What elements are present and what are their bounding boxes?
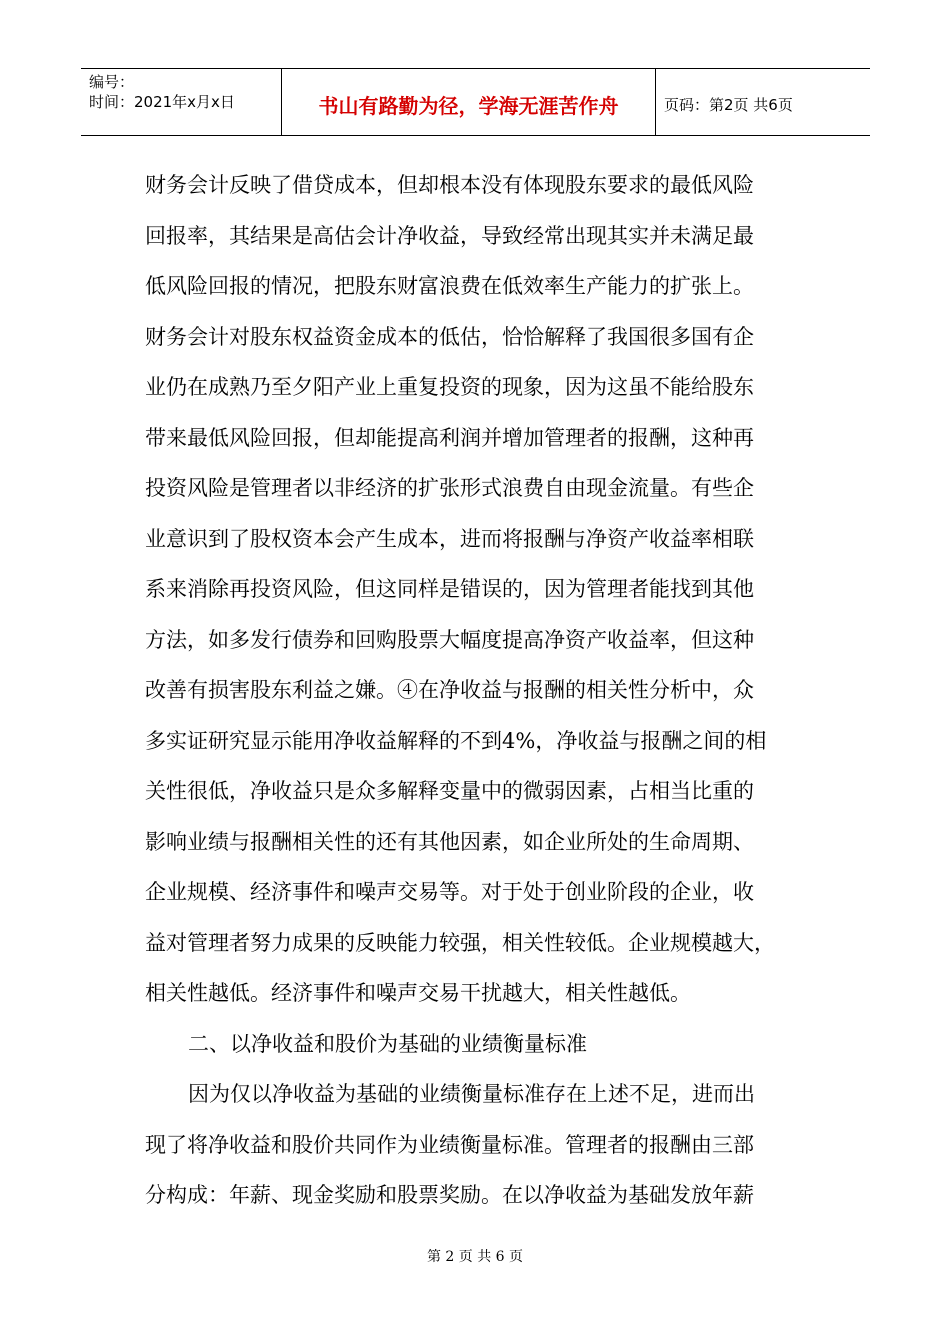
- body-line: 因为仅以净收益为基础的业绩衡量标准存在上述不足，进而出: [188, 1082, 755, 1106]
- body-line: 企业规模、经济事件和噪声交易等。对于处于创业阶段的企业，收: [145, 880, 754, 904]
- body-line: 财务会计对股东权益资金成本的低估，恰恰解释了我国很多国有企: [145, 324, 754, 349]
- body-line: 关性很低，净收益只是众多解释变量中的微弱因素，占相当比重的: [145, 779, 754, 803]
- body-line: 现了将净收益和股价共同作为业绩衡量标准。管理者的报酬由三部: [145, 1132, 754, 1157]
- header-motto: 书山有路勤为径，学海无涯苦作舟: [282, 69, 656, 135]
- body-line: 财务会计反映了借贷成本，但却根本没有体现股东要求的最低风险: [145, 173, 754, 197]
- page-footer: 第 2 页 共 6 页: [426, 1249, 524, 1265]
- document-body: [145, 160, 810, 1221]
- document-number-label: 编号：: [89, 73, 135, 91]
- body-line: 业仍在成熟乃至夕阳产业上重复投资的现象，因为这虽不能给股东: [145, 375, 754, 399]
- section-heading: 二、以净收益和股价为基础的业绩衡量标准: [188, 1031, 587, 1056]
- body-line: 业意识到了股权资本会产生成本，进而将报酬与净资产收益率相联: [145, 526, 754, 551]
- body-line: 投资风险是管理者以非经济的扩张形式浪费自由现金流量。有些企: [145, 476, 754, 500]
- document-time-label: 时间：2021年x月x日: [89, 93, 235, 111]
- header-meta: [81, 69, 282, 135]
- body-line: 多实证研究显示能用净收益解释的不到4%，净收益与报酬之间的相: [145, 728, 767, 753]
- header-page-label: 页码：第2页 共6页: [664, 95, 793, 114]
- body-line: 分构成：年薪、现金奖励和股票奖励。在以净收益为基础发放年薪: [145, 1183, 754, 1207]
- body-line: 方法，如多发行债券和回购股票大幅度提高净资产收益率，但这种: [145, 627, 754, 652]
- body-line: 回报率，其结果是高估会计净收益，导致经常出现其实并未满足最: [145, 223, 754, 248]
- page-header: [81, 68, 870, 136]
- body-line: 带来最低风险回报，但却能提高利润并增加管理者的报酬，这种再: [145, 425, 754, 450]
- body-line: 低风险回报的情况，把股东财富浪费在低效率生产能力的扩张上。: [145, 274, 754, 298]
- body-line: 系来消除再投资风险，但这同样是错误的，因为管理者能找到其他: [145, 577, 754, 601]
- body-line: 益对管理者努力成果的反映能力较强，相关性较低。企业规模越大，: [145, 930, 775, 955]
- body-line: 改善有损害股东利益之嫌。④在净收益与报酬的相关性分析中，众: [145, 678, 754, 702]
- body-line: 影响业绩与报酬相关性的还有其他因素，如企业所处的生命周期、: [145, 829, 754, 854]
- body-line: 相关性越低。经济事件和噪声交易干扰越大，相关性越低。: [145, 981, 691, 1005]
